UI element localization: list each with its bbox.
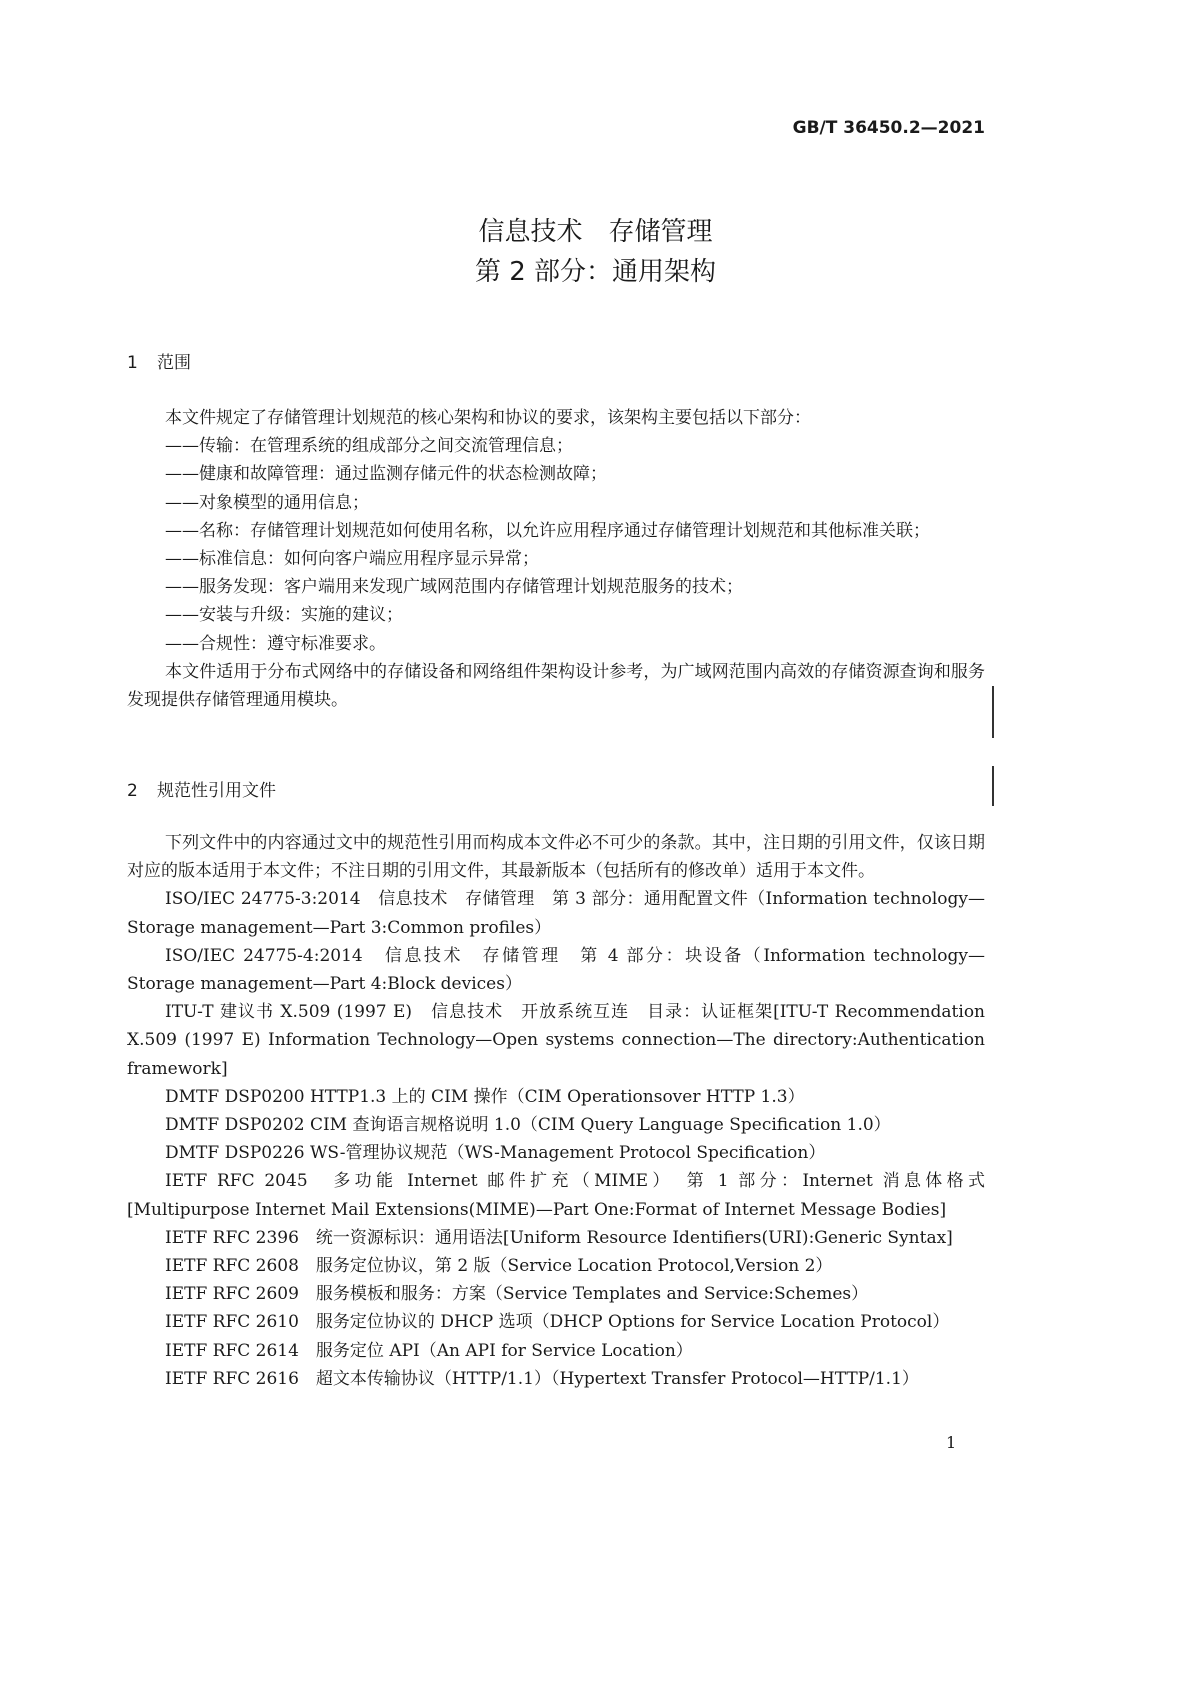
reference-item: ISO/IEC 24775-4:2014 信息技术 存储管理 第 4 部分：块设备（Information technology—Storage management—Part 4:Block devices） (127, 945, 985, 995)
list-item: —— 服务发现：客户端用来发现广域网范围内存储管理计划规范服务的技术； (127, 573, 985, 601)
title-line-2: 第 2 部分：通用架构 (474, 257, 717, 287)
page-number: 1 (946, 1433, 957, 1452)
reference-item: IETF RFC 2045 多功能 Internet 邮件扩充（MIME） 第 1 部分：Internet 消息体格式[Multipurpose Internet Mail Extensions(MIME)—Part One:Format of Internet Message Bodies] (127, 1171, 985, 1220)
section-title: 规范性引用文件 (157, 781, 276, 801)
reference-item: IETF RFC 2610 服务定位协议的 DHCP 选项（DHCP Options for Service Location Protocol） (165, 1312, 950, 1333)
reference-item: IETF RFC 2614 服务定位 API（An API for Service Location） (165, 1340, 693, 1361)
reference-item: IETF RFC 2608 服务定位协议，第 2 版（Service Location Protocol,Version 2） (165, 1256, 833, 1277)
reference-item: IETF RFC 2616 超文本传输协议（HTTP/1.1）（Hypertext Transfer Protocol—HTTP/1.1） (165, 1368, 919, 1389)
section-1-body (127, 404, 985, 714)
paragraph: 本文件规定了存储管理计划规范的核心架构和协议的要求，该架构主要包括以下部分： (165, 408, 811, 428)
reference-item: DMTF DSP0226 WS-管理协议规范（WS-Management Protocol Specification） (165, 1143, 826, 1164)
reference-item: DMTF DSP0200 HTTP1.3 上的 CIM 操作（CIM Operationsover HTTP 1.3） (165, 1086, 805, 1107)
title-line-1: 信息技术 存储管理 (478, 217, 713, 247)
document-title (0, 212, 1191, 292)
reference-item: IETF RFC 2396 统一资源标识：通用语法[Uniform Resource Identifiers(URI):Generic Syntax] (165, 1227, 953, 1248)
section-1-heading (127, 348, 191, 373)
change-bar (992, 686, 994, 738)
paragraph: 下列文件中的内容通过文中的规范性引用而构成本文件必不可少的条款。其中，注日期的引用文件，仅该日期对应的版本适用于本文件；不注日期的引用文件，其最新版本（包括所有的修改单）适用于本文件。 (127, 833, 985, 882)
change-bar (992, 766, 994, 806)
list-item: —— 安装与升级：实施的建议； (127, 601, 985, 629)
standard-number: GB/T 36450.2—2021 (792, 118, 985, 138)
section-2-heading (127, 776, 276, 801)
reference-item: ISO/IEC 24775-3:2014 信息技术 存储管理 第 3 部分：通用配置文件（Information technology—Storage management—Part 3:Common profiles） (127, 889, 985, 938)
list-item: —— 合规性：遵守标准要求。 (127, 630, 985, 658)
reference-item: IETF RFC 2609 服务模板和服务：方案（Service Templates and Service:Schemes） (165, 1284, 869, 1305)
list-item: —— 名称：存储管理计划规范如何使用名称，以允许应用程序通过存储管理计划规范和其他标准关联； (127, 517, 985, 545)
list-item: —— 对象模型的通用信息； (127, 489, 985, 517)
section-number: 2 (127, 781, 138, 801)
list-item: —— 传输：在管理系统的组成部分之间交流管理信息； (127, 432, 985, 460)
section-number: 1 (127, 353, 138, 373)
section-2-body (127, 829, 985, 1393)
list-item: —— 健康和故障管理：通过监测存储元件的状态检测故障； (127, 460, 985, 488)
paragraph: 本文件适用于分布式网络中的存储设备和网络组件架构设计参考，为广域网范围内高效的存储资源查询和服务发现提供存储管理通用模块。 (127, 661, 985, 711)
list-item: —— 标准信息：如何向客户端应用程序显示异常； (127, 545, 985, 573)
reference-item: DMTF DSP0202 CIM 查询语言规格说明 1.0（CIM Query Language Specification 1.0） (165, 1115, 891, 1136)
section-title: 范围 (157, 353, 191, 373)
reference-item: ITU-T 建议书 X.509 (1997 E) 信息技术 开放系统互连 目录：认证框架[ITU-T Recommendation X.509 (1997 E) Information Technology—Open systems connection—The directory:Authentication framework] (127, 1002, 985, 1079)
